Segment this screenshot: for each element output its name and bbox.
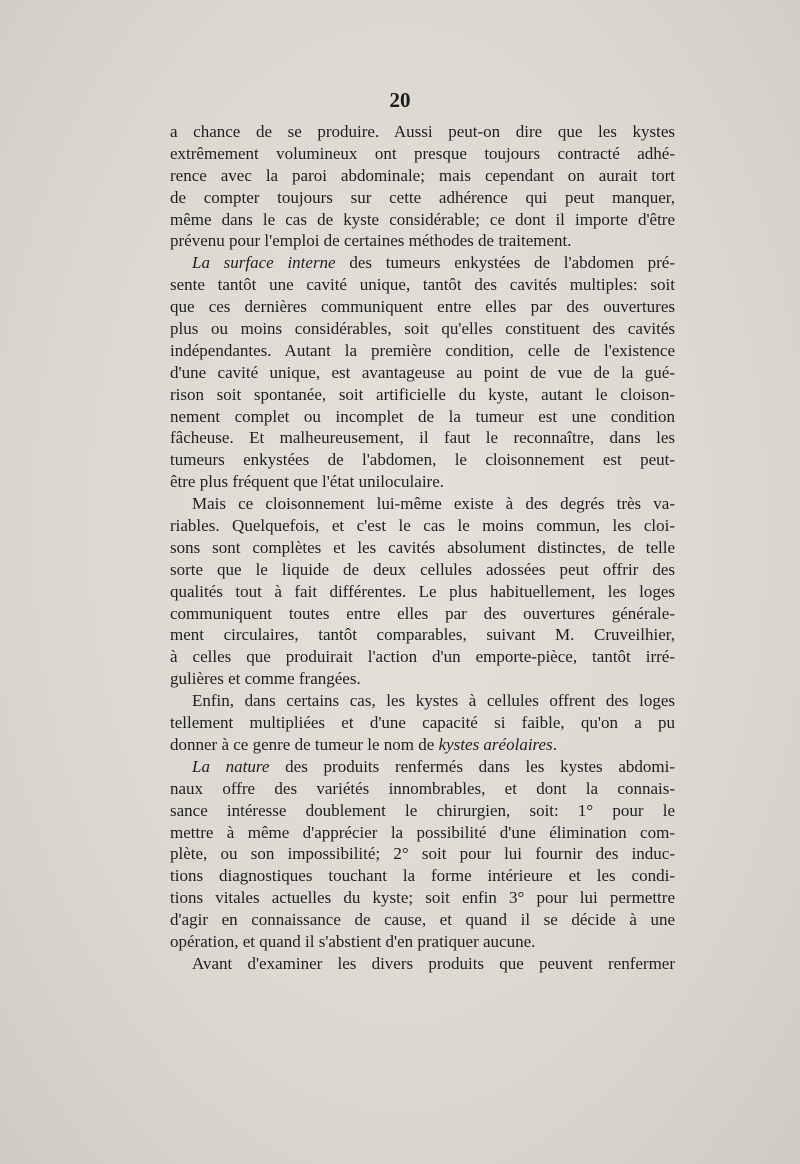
line-text: tions vitales actuelles du kyste; soit enfin 3° pour lui permettre [170,888,675,908]
line-text: prévenu pour l'emploi de certaines méthodes de traitement. [170,231,572,251]
text-line [170,187,675,209]
text-line [170,274,675,296]
line-text: mettre à même d'apprécier la possibilité d'une élimination com- [170,822,675,842]
italic-term: La surface interne [192,253,336,273]
line-text: ment circulaires, tantôt comparables, suivant M. Cruveilhier, [170,625,675,645]
text-line [170,843,675,865]
line-text: sons sont complètes et les cavités absolument distinctes, de telle [170,537,675,557]
line-text: d'agir en connaissance de cause, et quand il se décide à une [170,910,675,930]
text-line [170,449,675,471]
text-line [170,734,675,756]
line-text: opération, et quand il s'abstient d'en pratiquer aucune. [170,931,536,951]
text-line [170,296,675,318]
text-line [170,800,675,822]
line-text: même dans le cas de kyste considérable; ce dont il importe d'être [170,209,675,229]
text-line [170,165,675,187]
line-text: fâcheuse. Et malheureusement, il faut le reconnaître, dans les [170,428,675,448]
line-text: que ces dernières communiquent entre elles par des ouvertures [170,297,675,317]
text-line [170,121,675,143]
line-text: sorte que le liquide de deux cellules adossées peut offrir des [170,559,675,579]
text-line [170,493,675,515]
line-text: à celles que produirait l'action d'un emporte-pièce, tantôt irré- [170,647,675,667]
line-text: être plus fréquent que l'état uniloculaire. [170,472,445,492]
text-line [170,209,675,231]
text-line [170,340,675,362]
line-text: des tumeurs enkystées de l'abdomen pré- [335,253,675,273]
text-line [170,559,675,581]
body-text [170,121,675,975]
text-line [170,143,675,165]
text-line [170,581,675,603]
text-line [170,931,675,953]
text-line [170,690,675,712]
line-text: sance intéresse doublement le chirurgien, soit: 1° pour le [170,800,675,820]
line-text: nement complet ou incomplet de la tumeur est une condition [170,406,675,426]
italic-term: kystes aréolaires [438,734,553,754]
line-text: rence avec la paroi abdominale; mais cependant on aurait tort [170,165,675,185]
text-line [170,603,675,625]
line-text: riables. Quelquefois, et c'est le cas le moins commun, les cloi- [170,516,675,536]
text-line [170,887,675,909]
text-line [170,406,675,428]
line-text: Mais ce cloisonnement lui-même existe à des degrés très va- [192,494,675,514]
line-text: . [552,734,557,754]
text-line [170,646,675,668]
line-text: communiquent toutes entre elles par des ouvertures générale- [170,603,675,623]
text-line [170,427,675,449]
text-line [170,362,675,384]
line-text: tellement multipliées et d'une capacité si faible, qu'on a pu [170,713,675,733]
text-line [170,318,675,340]
text-line [170,953,675,975]
line-text: de compter toujours sur cette adhérence qui peut manquer, [170,187,675,207]
line-text: indépendantes. Autant la première condition, celle de l'existence [170,340,675,360]
line-text: Enfin, dans certains cas, les kystes à cellules offrent des loges [192,691,675,711]
text-line [170,537,675,559]
text-line [170,471,675,493]
line-text: donner à ce genre de tumeur le nom de [170,734,439,754]
text-line [170,756,675,778]
line-text: naux offre des variétés innombrables, et dont la connais- [170,778,675,798]
line-text: tumeurs enkystées de l'abdomen, le cloisonnement est peut- [170,450,675,470]
page-number: 20 [389,88,411,112]
line-text: extrêmement volumineux ont presque toujours contracté adhé- [170,143,675,163]
line-text: Avant d'examiner les divers produits que peuvent renfermer [192,953,675,973]
line-text: a chance de se produire. Aussi peut-on dire que les kystes [170,122,675,141]
text-line [170,252,675,274]
line-text: gulières et comme frangées. [170,669,361,689]
text-line [170,778,675,800]
line-text: plus ou moins considérables, soit qu'elles constituent des cavités [170,319,675,339]
text-line [170,909,675,931]
text-line [170,384,675,406]
line-text: d'une cavité unique, est avantageuse au point de vue de la gué- [170,362,675,382]
text-line [170,822,675,844]
line-text: des produits renfermés dans les kystes abdomi- [269,756,675,776]
text-line [170,515,675,537]
text-line [170,230,675,252]
line-text: sente tantôt une cavité unique, tantôt des cavités multiples: soit [170,275,675,295]
text-line [170,668,675,690]
line-text: rison soit spontanée, soit artificielle du kyste, autant le cloison- [170,384,675,404]
text-line [170,712,675,734]
italic-term: La nature [192,756,270,776]
text-line [170,624,675,646]
text-line [170,865,675,887]
line-text: tions diagnostiques touchant la forme intérieure et les condi- [170,866,675,886]
line-text: qualités tout à fait différentes. Le plus habituellement, les loges [170,581,675,601]
line-text: plète, ou son impossibilité; 2° soit pour lui fournir des induc- [170,844,675,864]
